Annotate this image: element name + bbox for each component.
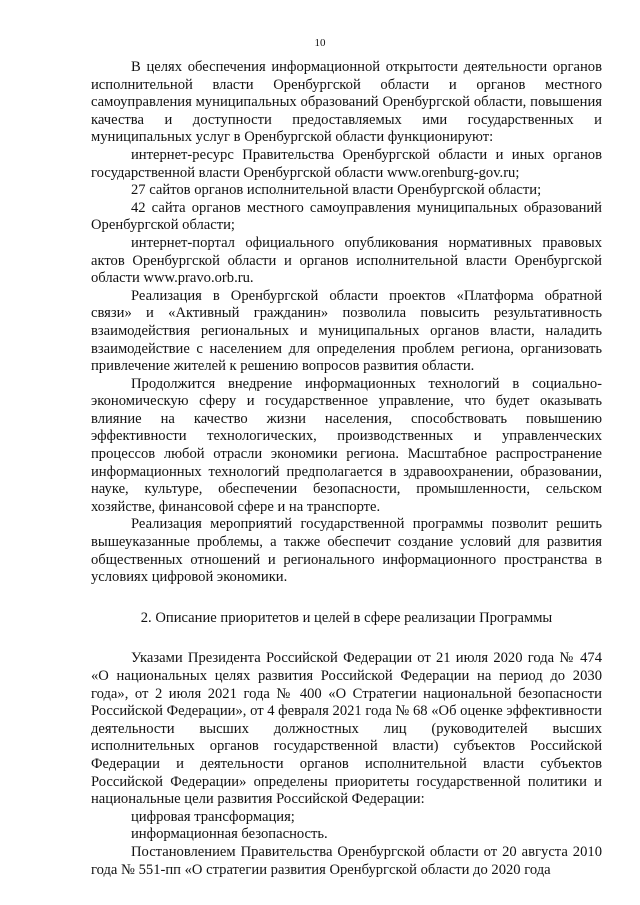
intro-list-item: 42 сайта органов местного самоуправления муниципальных образований Оренбургской области;	[91, 199, 602, 234]
section-paragraph: Указами Президента Российской Федерации от 21 июля 2020 года № 474 «О национальных целях развития Российской Федерации на период до 2030 года», от 2 июля 2021 года № 400 «О Стратегии национальной безопасности Российской Федерации», от 4 февраля 2021 года № 68 «Об оценке эффективности деятельности высших должностных лиц (руководителей высших исполнительных органов государственной власти) субъектов Российской Федерации и деятельности органов исполнительной власти субъектов Российской Федерации» определены приоритеты государственной политики и национальные цели развития Российской Федерации:	[91, 650, 602, 808]
intro-list-item: интернет-портал официального опубликования нормативных правовых актов Оренбургской области и органов исполнительной власти Оренбургской области www.pravo.orb.ru.	[91, 234, 602, 287]
intro-list-item: 27 сайтов органов исполнительной власти Оренбургской области;	[131, 182, 542, 199]
section-paragraph: Постановлением Правительства Оренбургской области от 20 августа 2010 года № 551-пп «О стратегии развития Оренбургской области до 2020 года	[91, 843, 602, 878]
intro-paragraph: Продолжится внедрение информационных технологий в социально-экономическую сферу и государственное управление, что будет оказывать влияние на качество жизни населения, способствовать повышению эффективности технологических, производственных и управленческих процессов любой отрасли экономики региона. Масштабное распространение информационных технологий предполагается в здравоохранении, образовании, науке, культуре, обеспечении безопасности, промышленности, сельском хозяйстве, финансовой сфере и на транспорте.	[91, 375, 602, 515]
intro-list-item: интернет-ресурс Правительства Оренбургской области и иных органов государственной власти Оренбургской области www.orenburg-gov.ru;	[91, 146, 602, 181]
section-list-item: цифровая трансформация;	[131, 808, 295, 825]
intro-paragraph: В целях обеспечения информационной открытости деятельности органов исполнительной власти Оренбургской области и органов местного самоуправления муниципальных образований Оренбургской области, повышения качества и доступности предоставляемых ими государственных и муниципальных услуг в Оренбургской области функционируют:	[91, 59, 602, 146]
section-heading: 2. Описание приоритетов и целей в сфере реализации Программы	[140, 609, 553, 626]
document-body	[91, 59, 602, 879]
page-number: 10	[314, 37, 326, 49]
intro-paragraph: Реализация в Оренбургской области проектов «Платформа обратной связи» и «Активный гражданин» позволила повысить результативность взаимодействия региональных и муниципальных органов власти, наладить взаимодействие с населением для определения проблем региона, организовать привлечение жителей к решению вопросов развития области.	[91, 287, 602, 375]
section-list-item: информационная безопасность.	[131, 826, 328, 843]
intro-paragraph: Реализация мероприятий государственной программы позволит решить вышеуказанные проблемы, а также обеспечит создание условий для развития общественных отношений и регионального информационного пространства в условиях цифровой экономики.	[91, 516, 602, 586]
